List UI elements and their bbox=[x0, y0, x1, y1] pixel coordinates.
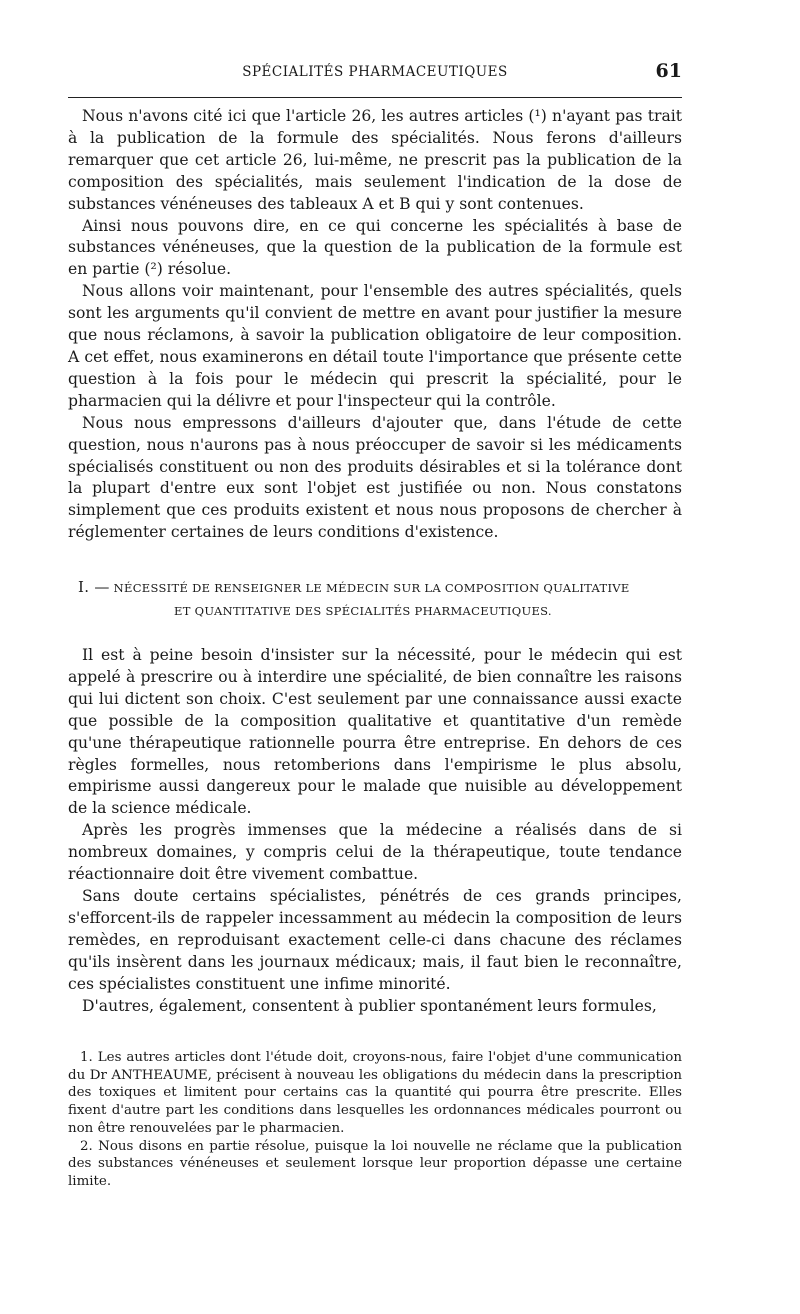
running-header bbox=[68, 60, 682, 88]
footnote-2: 2. Nous disons en partie résolue, puisque la loi nouvelle ne réclame que la publication des substances vénéneuses et seulement lorsque leur proportion dépasse une certaine limite. bbox=[68, 1138, 682, 1189]
paragraph: Ainsi nous pouvons dire, en ce qui concerne les spécialités à base de substances vénéneuses, que la question de la publication de la formule est en partie (²) résolue. bbox=[68, 216, 682, 279]
section-title-line-2: ET QUANTITATIVE DES SPÉCIALITÉS PHARMACEUTIQUES. bbox=[174, 604, 552, 618]
paragraph: Sans doute certains spécialistes, pénétrés de ces grands principes, s'efforcent-ils de rappeler incessamment au médecin la composition de leurs remèdes, en reproduisant exactement celle-ci dans chacune des réclames qu'ils insèrent dans les journaux médicaux; mais, il faut bien le reconnaître, ces spécialistes constituent une infime minorité. bbox=[68, 886, 682, 993]
paragraph: Après les progrès immenses que la médecine a réalisés dans de si nombreux domaines, y compris celui de la thérapeutique, toute tendance réactionnaire doit être vivement combattue. bbox=[68, 821, 682, 884]
body-text-top bbox=[68, 106, 682, 544]
page-number: 61 bbox=[655, 60, 682, 82]
footnote-1: 1. Les autres articles dont l'étude doit, croyons-nous, faire l'objet d'une communication du Dr ANTHEAUME, précisent à nouveau les obligations du médecin dans la prescription des toxiques et limitent pour certains cas la quantité qui pourra être prescrite. Elles fixent d'autre part les conditions dans lesquelles les ordonnances médicales pourront ou non être renouvelées par le pharmacien. bbox=[68, 1050, 682, 1136]
section-heading bbox=[78, 578, 684, 618]
section-title-line-1: NÉCESSITÉ DE RENSEIGNER LE MÉDECIN SUR LA COMPOSITION QUALITATIVE bbox=[113, 581, 630, 595]
paragraph: D'autres, également, consentent à publier spontanément leurs formules, bbox=[82, 996, 657, 1015]
section-heading-line-1 bbox=[78, 578, 684, 596]
paragraph: Nous nous empressons d'ailleurs d'ajouter que, dans l'étude de cette question, nous n'aurons pas à nous préoccuper de savoir si les médicaments spécialisés constituent ou non des produits désirables et si la tolérance dont la plupart d'entre eux sont l'objet est justifiée ou non. Nous constatons simplement que ces produits existent et nous nous proposons de chercher à réglementer certaines de leurs conditions d'existence. bbox=[68, 413, 682, 542]
body-text-bottom bbox=[68, 645, 682, 1017]
paragraph: Il est à peine besoin d'insister sur la nécessité, pour le médecin qui est appelé à prescrire ou à interdire une spécialité, de bien connaître les raisons qui lui dictent son choix. C'est seulement par une connaissance aussi exacte que possible de la composition qualitative et quantitative d'un remède qu'une thérapeutique rationnelle pourra être entreprise. En dehors de ces règles formelles, nous retomberions dans l'empirisme le plus absolu, empirisme aussi dangereux pour le malade que nuisible au développement de la science médicale. bbox=[68, 646, 682, 818]
running-title: SPÉCIALITÉS PHARMACEUTIQUES bbox=[242, 64, 508, 80]
section-numeral: I. — bbox=[78, 578, 110, 596]
footnotes bbox=[68, 1049, 682, 1191]
paragraph: Nous allons voir maintenant, pour l'ensemble des autres spécialités, quels sont les arguments qu'il convient de mettre en avant pour justifier la mesure que nous réclamons, à savoir la publication obligatoire de leur composition. A cet effet, nous examinerons en détail toute l'importance que présente cette question à la fois pour le médecin qui prescrit la spécialité, pour le pharmacien qui la délivre et pour l'inspecteur qui la contrôle. bbox=[68, 282, 682, 410]
paragraph: Nous n'avons cité ici que l'article 26, les autres articles (¹) n'ayant pas trait à la publication de la formule des spécialités. Nous ferons d'ailleurs remarquer que cet article 26, lui-même, ne prescrit pas la publication de la composition des spécialités, mais seulement l'indication de la dose de substances vénéneuses des tableaux A et B qui y sont contenues. bbox=[68, 107, 682, 213]
header-rule bbox=[68, 97, 682, 98]
